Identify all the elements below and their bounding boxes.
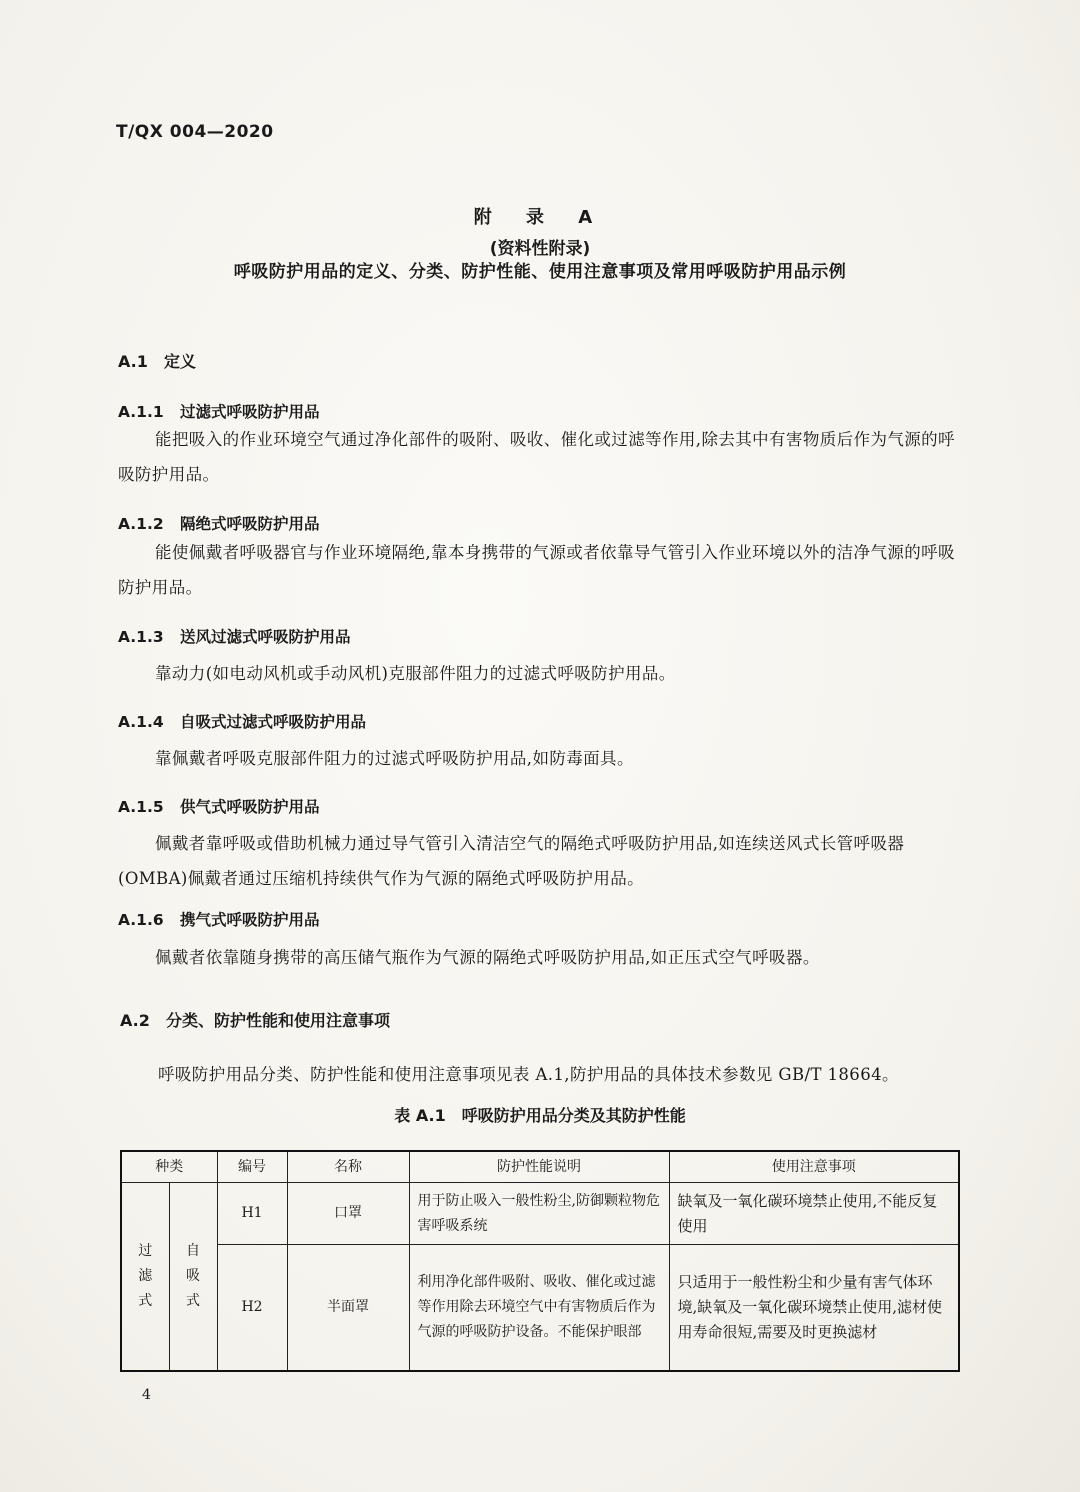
performance-cell: 利用净化部件吸附、吸收、催化或过滤等作用除去环境空气中有害物质后作为气源的呼吸防护设备。不能保护眼部: [409, 1245, 669, 1371]
section-a2-heading: [120, 1008, 390, 1031]
performance-cell: 用于防止吸入一般性粉尘,防御颗粒物危害呼吸系统: [409, 1183, 669, 1245]
section-a1-heading: [118, 349, 196, 372]
table-caption: 表 A.1 呼吸防护用品分类及其防护性能: [394, 1106, 686, 1125]
standard-number: T/QX 004—2020: [116, 122, 274, 142]
name-cell: 半面罩: [287, 1245, 409, 1371]
section-a1-5-heading: [118, 795, 320, 817]
header-code: 编号: [217, 1151, 287, 1183]
table-row: [121, 1245, 959, 1371]
section-a2-text: 呼吸防护用品分类、防护性能和使用注意事项见表 A.1,防护用品的具体技术参数见 GB/T 18664。: [158, 1065, 899, 1084]
section-title: 隔绝式呼吸防护用品: [180, 515, 320, 533]
notes-cell: 只适用于一般性粉尘和少量有害气体环境,缺氧及一氧化碳环境禁止使用,滤材使用寿命很短,需要及时更换滤材: [669, 1245, 959, 1371]
name-cell: 口罩: [287, 1183, 409, 1245]
section-number: A.1.1: [118, 403, 164, 421]
section-title: 自吸式过滤式呼吸防护用品: [180, 713, 367, 731]
section-a1-1-text: 能把吸入的作业环境空气通过净化部件的吸附、吸收、催化或过滤等作用,除去其中有害物质后作为气源的呼吸防护用品。: [118, 430, 955, 484]
section-a1-6-text: 佩戴者依靠随身携带的高压储气瓶作为气源的隔绝式呼吸防护用品,如正压式空气呼吸器。: [155, 948, 820, 967]
section-number: A.1.5: [118, 798, 164, 816]
section-number: A.1.4: [118, 713, 164, 731]
section-title: 携气式呼吸防护用品: [180, 911, 320, 929]
section-a1-4-text: 靠佩戴者呼吸克服部件阻力的过滤式呼吸防护用品,如防毒面具。: [155, 749, 634, 768]
section-a1-2-text: 能使佩戴者呼吸器官与作业环境隔绝,靠本身携带的气源或者依靠导气管引入作业环境以外的洁净气源的呼吸防护用品。: [118, 543, 955, 597]
section-number: A.2: [120, 1011, 150, 1030]
section-a1-3-heading: [118, 625, 351, 647]
section-number: A.1.3: [118, 628, 164, 646]
header-name: 名称: [287, 1151, 409, 1183]
section-number: A.1.2: [118, 515, 164, 533]
appendix-subtitle: (资料性附录): [489, 239, 591, 259]
section-a1-2-heading: [118, 512, 320, 534]
header-notes: 使用注意事项: [669, 1151, 959, 1183]
section-title: 送风过滤式呼吸防护用品: [180, 628, 351, 646]
header-category: 种类: [121, 1151, 217, 1183]
table-header-row: [121, 1151, 959, 1183]
notes-cell: 缺氧及一氧化碳环境禁止使用,不能反复使用: [669, 1183, 959, 1245]
section-title: 过滤式呼吸防护用品: [180, 403, 320, 421]
header-performance: 防护性能说明: [409, 1151, 669, 1183]
section-a1-5-text: 佩戴者靠呼吸或借助机械力通过导气管引入清洁空气的隔绝式呼吸防护用品,如连续送风式长管呼吸器(OMBA)佩戴者通过压缩机持续供气作为气源的隔绝式呼吸防护用品。: [118, 834, 905, 888]
appendix-title: 附 录 A: [473, 207, 607, 228]
code-cell: H1: [217, 1183, 287, 1245]
section-a1-3-text: 靠动力(如电动风机或手动风机)克服部件阻力的过滤式呼吸防护用品。: [155, 664, 676, 683]
section-title: 供气式呼吸防护用品: [180, 798, 320, 816]
protection-table: [120, 1150, 960, 1372]
section-title: 定义: [164, 352, 197, 371]
section-number: A.1.6: [118, 911, 164, 929]
section-a1-1-heading: [118, 400, 320, 422]
category-level1-cell: 过滤式: [121, 1183, 169, 1371]
code-cell: H2: [217, 1245, 287, 1371]
section-title: 分类、防护性能和使用注意事项: [166, 1011, 391, 1030]
section-number: A.1: [118, 352, 148, 371]
category-level2-cell: 自吸式: [169, 1183, 217, 1371]
section-a1-6-heading: [118, 908, 320, 930]
page-number: 4: [142, 1387, 151, 1403]
appendix-heading: 呼吸防护用品的定义、分类、防护性能、使用注意事项及常用呼吸防护用品示例: [233, 262, 847, 282]
section-a1-4-heading: [118, 710, 366, 732]
table-row: [121, 1183, 959, 1245]
